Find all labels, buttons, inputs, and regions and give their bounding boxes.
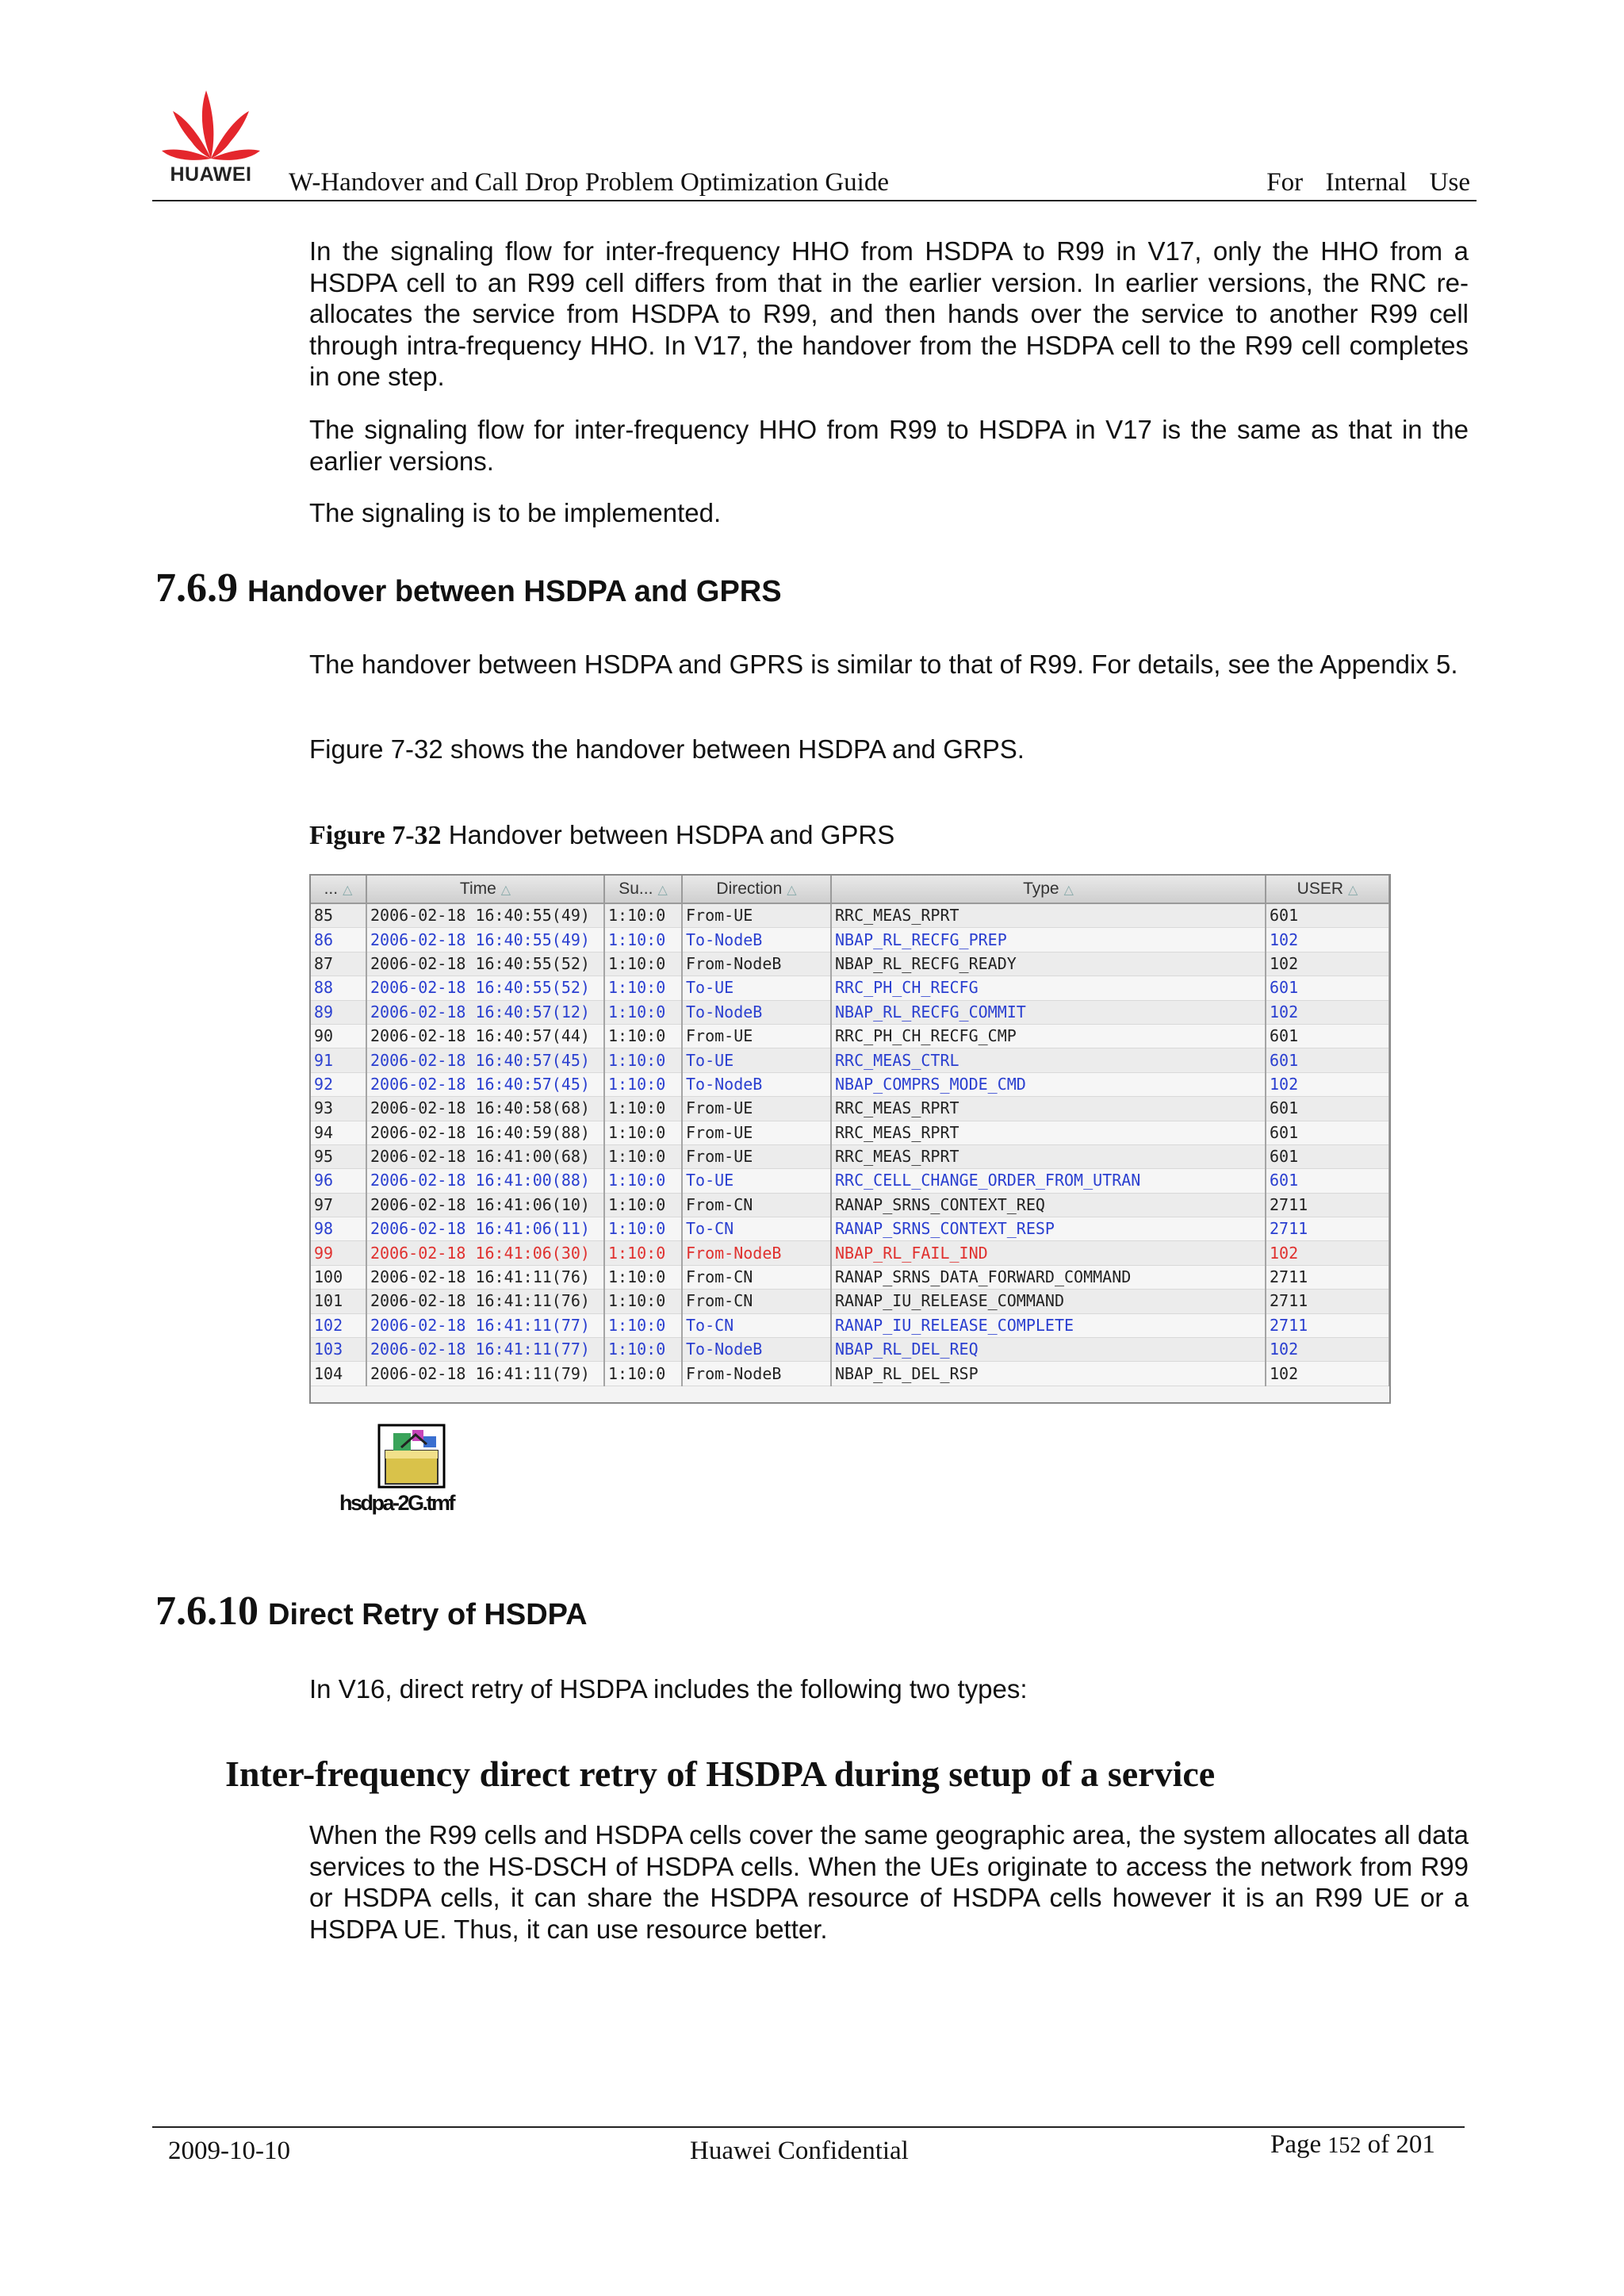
table-row[interactable] (311, 1265, 1389, 1289)
table-row[interactable] (311, 1072, 1389, 1096)
cell-index: 94 (311, 1121, 366, 1144)
cell-index: 97 (311, 1193, 366, 1217)
cell-index: 103 (311, 1338, 366, 1362)
cell-direction: To-NodeB (682, 928, 831, 952)
cell-time: 2006-02-18 16:41:11(77) (366, 1313, 604, 1337)
cell-index: 88 (311, 976, 366, 1000)
cell-user: 601 (1266, 1121, 1389, 1144)
cell-subsystem: 1:10:0 (604, 1000, 682, 1024)
cell-user: 102 (1266, 928, 1389, 952)
cell-subsystem: 1:10:0 (604, 1362, 682, 1386)
cell-time: 2006-02-18 16:41:06(10) (366, 1193, 604, 1217)
paragraph-direct-retry-types: In V16, direct retry of HSDPA includes the following two types: (309, 1674, 1028, 1704)
cell-subsystem: 1:10:0 (604, 1097, 682, 1121)
cell-direction: From-UE (682, 903, 831, 928)
paragraph-signaling-tbd: The signaling is to be implemented. (309, 498, 722, 527)
cell-type: RRC_PH_CH_RECFG_CMP (831, 1024, 1266, 1048)
cell-type: RANAP_SRNS_DATA_FORWARD_COMMAND (831, 1265, 1266, 1289)
cell-user: 102 (1266, 1000, 1389, 1024)
cell-user: 601 (1266, 1048, 1389, 1072)
cell-time: 2006-02-18 16:40:57(12) (366, 1000, 604, 1024)
classification-label: For Internal Use (1266, 168, 1470, 197)
cell-index: 90 (311, 1024, 366, 1048)
sort-arrow-icon[interactable]: △ (787, 884, 797, 897)
cell-user: 601 (1266, 1144, 1389, 1168)
cell-direction: To-NodeB (682, 1072, 831, 1096)
table-row[interactable] (311, 1217, 1389, 1241)
cell-time: 2006-02-18 16:41:00(68) (366, 1144, 604, 1168)
cell-direction: To-CN (682, 1313, 831, 1337)
cell-type: RANAP_SRNS_CONTEXT_RESP (831, 1217, 1266, 1241)
cell-index: 95 (311, 1144, 366, 1168)
table-row[interactable] (311, 1121, 1389, 1144)
cell-time: 2006-02-18 16:41:00(88) (366, 1169, 604, 1193)
figure-label: Figure 7-32 (309, 821, 442, 850)
cell-index: 91 (311, 1048, 366, 1072)
cell-index: 98 (311, 1217, 366, 1241)
cell-subsystem: 1:10:0 (604, 1241, 682, 1265)
footer-date: 2009-10-10 (168, 2137, 290, 2165)
cell-direction: To-CN (682, 1217, 831, 1241)
cell-user: 2711 (1266, 1265, 1389, 1289)
cell-time: 2006-02-18 16:40:55(52) (366, 952, 604, 976)
cell-index: 104 (311, 1362, 366, 1386)
section-title: Handover between HSDPA and GPRS (247, 575, 782, 608)
cell-direction: To-UE (682, 1169, 831, 1193)
cell-subsystem: 1:10:0 (604, 1265, 682, 1289)
cell-time: 2006-02-18 16:41:11(76) (366, 1290, 604, 1313)
section-number: 7.6.10 (155, 1589, 259, 1634)
table-row[interactable] (311, 1169, 1389, 1193)
cell-index: 85 (311, 903, 366, 928)
document-title: W-Handover and Call Drop Problem Optimization Guide (289, 168, 890, 197)
cell-type: NBAP_RL_RECFG_PREP (831, 928, 1266, 952)
column-header-type[interactable] (831, 876, 1266, 903)
cell-subsystem: 1:10:0 (604, 952, 682, 976)
cell-subsystem: 1:10:0 (604, 976, 682, 1000)
page-total: 201 (1396, 2130, 1435, 2159)
column-header-label: ... (324, 880, 339, 898)
cell-user: 102 (1266, 1362, 1389, 1386)
cell-time: 2006-02-18 16:41:06(11) (366, 1217, 604, 1241)
cell-type: RRC_MEAS_RPRT (831, 1144, 1266, 1168)
cell-direction: From-UE (682, 1097, 831, 1121)
column-header-label: Direction (716, 880, 783, 898)
cell-time: 2006-02-18 16:40:55(49) (366, 903, 604, 928)
cell-direction: To-NodeB (682, 1338, 831, 1362)
cell-type: NBAP_COMPRS_MODE_CMD (831, 1072, 1266, 1096)
cell-time: 2006-02-18 16:40:59(88) (366, 1121, 604, 1144)
cell-user: 102 (1266, 1338, 1389, 1362)
cell-index: 92 (311, 1072, 366, 1096)
cell-user: 2711 (1266, 1313, 1389, 1337)
cell-index: 93 (311, 1097, 366, 1121)
cell-subsystem: 1:10:0 (604, 1290, 682, 1313)
cell-user: 2711 (1266, 1290, 1389, 1313)
cell-type: RRC_MEAS_RPRT (831, 903, 1266, 928)
cell-type: NBAP_RL_RECFG_COMMIT (831, 1000, 1266, 1024)
sort-arrow-icon[interactable]: △ (1348, 884, 1358, 897)
cell-time: 2006-02-18 16:40:55(52) (366, 976, 604, 1000)
cell-index: 102 (311, 1313, 366, 1337)
cell-direction: From-UE (682, 1024, 831, 1048)
cell-type: NBAP_RL_RECFG_READY (831, 952, 1266, 976)
cell-time: 2006-02-18 16:40:57(45) (366, 1048, 604, 1072)
cell-subsystem: 1:10:0 (604, 1217, 682, 1241)
cell-user: 102 (1266, 1241, 1389, 1265)
cell-type: RRC_CELL_CHANGE_ORDER_FROM_UTRAN (831, 1169, 1266, 1193)
header-divider (152, 200, 1477, 201)
cell-direction: To-NodeB (682, 1000, 831, 1024)
cell-type: NBAP_RL_DEL_RSP (831, 1362, 1266, 1386)
table-row[interactable] (311, 1000, 1389, 1024)
cell-index: 100 (311, 1265, 366, 1289)
cell-subsystem: 1:10:0 (604, 1193, 682, 1217)
page-number (1270, 2130, 1435, 2160)
column-header-index[interactable] (311, 876, 366, 903)
cell-direction: From-UE (682, 1144, 831, 1168)
cell-subsystem: 1:10:0 (604, 1169, 682, 1193)
cell-user: 102 (1266, 1072, 1389, 1096)
table-body (311, 903, 1389, 1386)
cell-time: 2006-02-18 16:40:57(45) (366, 1072, 604, 1096)
cell-subsystem: 1:10:0 (604, 903, 682, 928)
column-header-direction[interactable] (682, 876, 831, 903)
cell-subsystem: 1:10:0 (604, 1121, 682, 1144)
figure-caption-text: Handover between HSDPA and GPRS (448, 820, 895, 849)
cell-user: 601 (1266, 1169, 1389, 1193)
cell-index: 101 (311, 1290, 366, 1313)
cell-time: 2006-02-18 16:41:06(30) (366, 1241, 604, 1265)
cell-index: 86 (311, 928, 366, 952)
cell-direction: From-NodeB (682, 1362, 831, 1386)
subsection-heading: Inter-frequency direct retry of HSDPA during setup of a service (225, 1754, 1216, 1794)
sort-arrow-icon[interactable]: △ (1063, 884, 1074, 897)
table-row[interactable] (311, 1024, 1389, 1048)
brand-wordmark: HUAWEI (170, 163, 252, 186)
cell-user: 2711 (1266, 1193, 1389, 1217)
sort-arrow-icon[interactable]: △ (343, 884, 353, 897)
cell-time: 2006-02-18 16:40:58(68) (366, 1097, 604, 1121)
table-row[interactable] (311, 1290, 1389, 1313)
column-header-label: Su... (619, 880, 653, 898)
cell-type: RANAP_SRNS_CONTEXT_REQ (831, 1193, 1266, 1217)
column-header-label: Time (459, 880, 496, 898)
cell-user: 601 (1266, 976, 1389, 1000)
column-header-label: Type (1023, 880, 1059, 898)
sort-arrow-icon[interactable]: △ (657, 884, 668, 897)
cell-time: 2006-02-18 16:41:11(76) (366, 1265, 604, 1289)
paragraph-r99-to-hsdpa: The signaling flow for inter-frequency HHO from R99 to HSDPA in V17 is the same as that in the earlier versions. (309, 415, 1469, 476)
cell-subsystem: 1:10:0 (604, 1024, 682, 1048)
cell-user: 2711 (1266, 1217, 1389, 1241)
table-row[interactable] (311, 1144, 1389, 1168)
section-heading-7-6-9 (155, 565, 782, 611)
cell-direction: From-NodeB (682, 952, 831, 976)
cell-user: 601 (1266, 1024, 1389, 1048)
table-row[interactable] (311, 1241, 1389, 1265)
cell-direction: From-CN (682, 1290, 831, 1313)
table-header-row (311, 876, 1389, 903)
table-row[interactable] (311, 1313, 1389, 1337)
sort-arrow-icon[interactable]: △ (500, 884, 511, 897)
page-of: of (1367, 2130, 1390, 2159)
cell-type: NBAP_RL_DEL_REQ (831, 1338, 1266, 1362)
cell-user: 601 (1266, 1097, 1389, 1121)
table-row[interactable] (311, 1338, 1389, 1362)
table-row[interactable] (311, 952, 1389, 976)
page-current: 152 (1327, 2133, 1362, 2158)
cell-subsystem: 1:10:0 (604, 1072, 682, 1096)
paragraph-figure-ref: Figure 7-32 shows the handover between HSDPA and GRPS. (309, 734, 1025, 764)
cell-type: RRC_PH_CH_RECFG (831, 976, 1266, 1000)
section-title: Direct Retry of HSDPA (268, 1598, 588, 1631)
column-header-user[interactable] (1266, 876, 1389, 903)
cell-subsystem: 1:10:0 (604, 1048, 682, 1072)
paragraph-direct-retry-details: When the R99 cells and HSDPA cells cover the same geographic area, the system allocates all data services to the HS-DSCH of HSDPA cells. When the UEs originate to access the network from R99 or HSDPA cells, it can share the HSDPA resource of HSDPA cells however it is an R99 UE or a HSDPA UE. Thus, it can use resource better. (309, 1820, 1469, 1944)
cell-index: 89 (311, 1000, 366, 1024)
figure-caption (309, 820, 894, 851)
embedded-file-name[interactable]: hsdpa-2G.tmf (339, 1491, 454, 1515)
signaling-trace-screenshot (309, 874, 1391, 1404)
cell-subsystem: 1:10:0 (604, 1338, 682, 1362)
cell-type: RRC_MEAS_RPRT (831, 1121, 1266, 1144)
signaling-trace-table (311, 876, 1390, 1386)
cell-user: 601 (1266, 903, 1389, 928)
cell-direction: From-CN (682, 1265, 831, 1289)
cell-direction: To-UE (682, 976, 831, 1000)
cell-direction: From-CN (682, 1193, 831, 1217)
cell-subsystem: 1:10:0 (604, 928, 682, 952)
cell-subsystem: 1:10:0 (604, 1144, 682, 1168)
table-row[interactable] (311, 1048, 1389, 1072)
paragraph-hho-flow: In the signaling flow for inter-frequency HHO from HSDPA to R99 in V17, only the HHO from a HSDPA cell to an R99 cell differs from that in the earlier version. In earlier versions, the RNC re-allocates the service from HSDPA to R99, and then hands over the service to another R99 cell through intra-frequency HHO. In V17, the handover from the HSDPA cell to the R99 cell completes in one step. (309, 236, 1469, 391)
page-word: Page (1270, 2130, 1322, 2159)
table-row[interactable] (311, 1097, 1389, 1121)
table-row[interactable] (311, 928, 1389, 952)
cell-time: 2006-02-18 16:41:11(77) (366, 1338, 604, 1362)
table-row[interactable] (311, 1362, 1389, 1386)
cell-index: 96 (311, 1169, 366, 1193)
section-heading-7-6-10 (155, 1588, 588, 1635)
paragraph-handover-gprs: The handover between HSDPA and GPRS is similar to that of R99. For details, see the Appendix 5. (309, 650, 1458, 679)
cell-index: 99 (311, 1241, 366, 1265)
cell-type: RRC_MEAS_RPRT (831, 1097, 1266, 1121)
column-header-label: USER (1297, 880, 1344, 898)
footer-divider (152, 2126, 1465, 2128)
cell-index: 87 (311, 952, 366, 976)
table-row[interactable] (311, 903, 1389, 928)
cell-direction: To-UE (682, 1048, 831, 1072)
cell-type: RRC_MEAS_CTRL (831, 1048, 1266, 1072)
cell-subsystem: 1:10:0 (604, 1313, 682, 1337)
cell-time: 2006-02-18 16:41:11(79) (366, 1362, 604, 1386)
cell-type: NBAP_RL_FAIL_IND (831, 1241, 1266, 1265)
table-row[interactable] (311, 1193, 1389, 1217)
cell-user: 102 (1266, 952, 1389, 976)
cell-type: RANAP_IU_RELEASE_COMMAND (831, 1290, 1266, 1313)
cell-time: 2006-02-18 16:40:57(44) (366, 1024, 604, 1048)
table-row[interactable] (311, 976, 1389, 1000)
embedded-file-icon[interactable] (377, 1424, 446, 1489)
cell-direction: From-NodeB (682, 1241, 831, 1265)
column-header-subsystem[interactable] (604, 876, 682, 903)
footer-confidential: Huawei Confidential (690, 2137, 909, 2165)
cell-type: RANAP_IU_RELEASE_COMPLETE (831, 1313, 1266, 1337)
cell-direction: From-UE (682, 1121, 831, 1144)
section-number: 7.6.9 (155, 565, 238, 611)
column-header-time[interactable] (366, 876, 604, 903)
cell-time: 2006-02-18 16:40:55(49) (366, 928, 604, 952)
